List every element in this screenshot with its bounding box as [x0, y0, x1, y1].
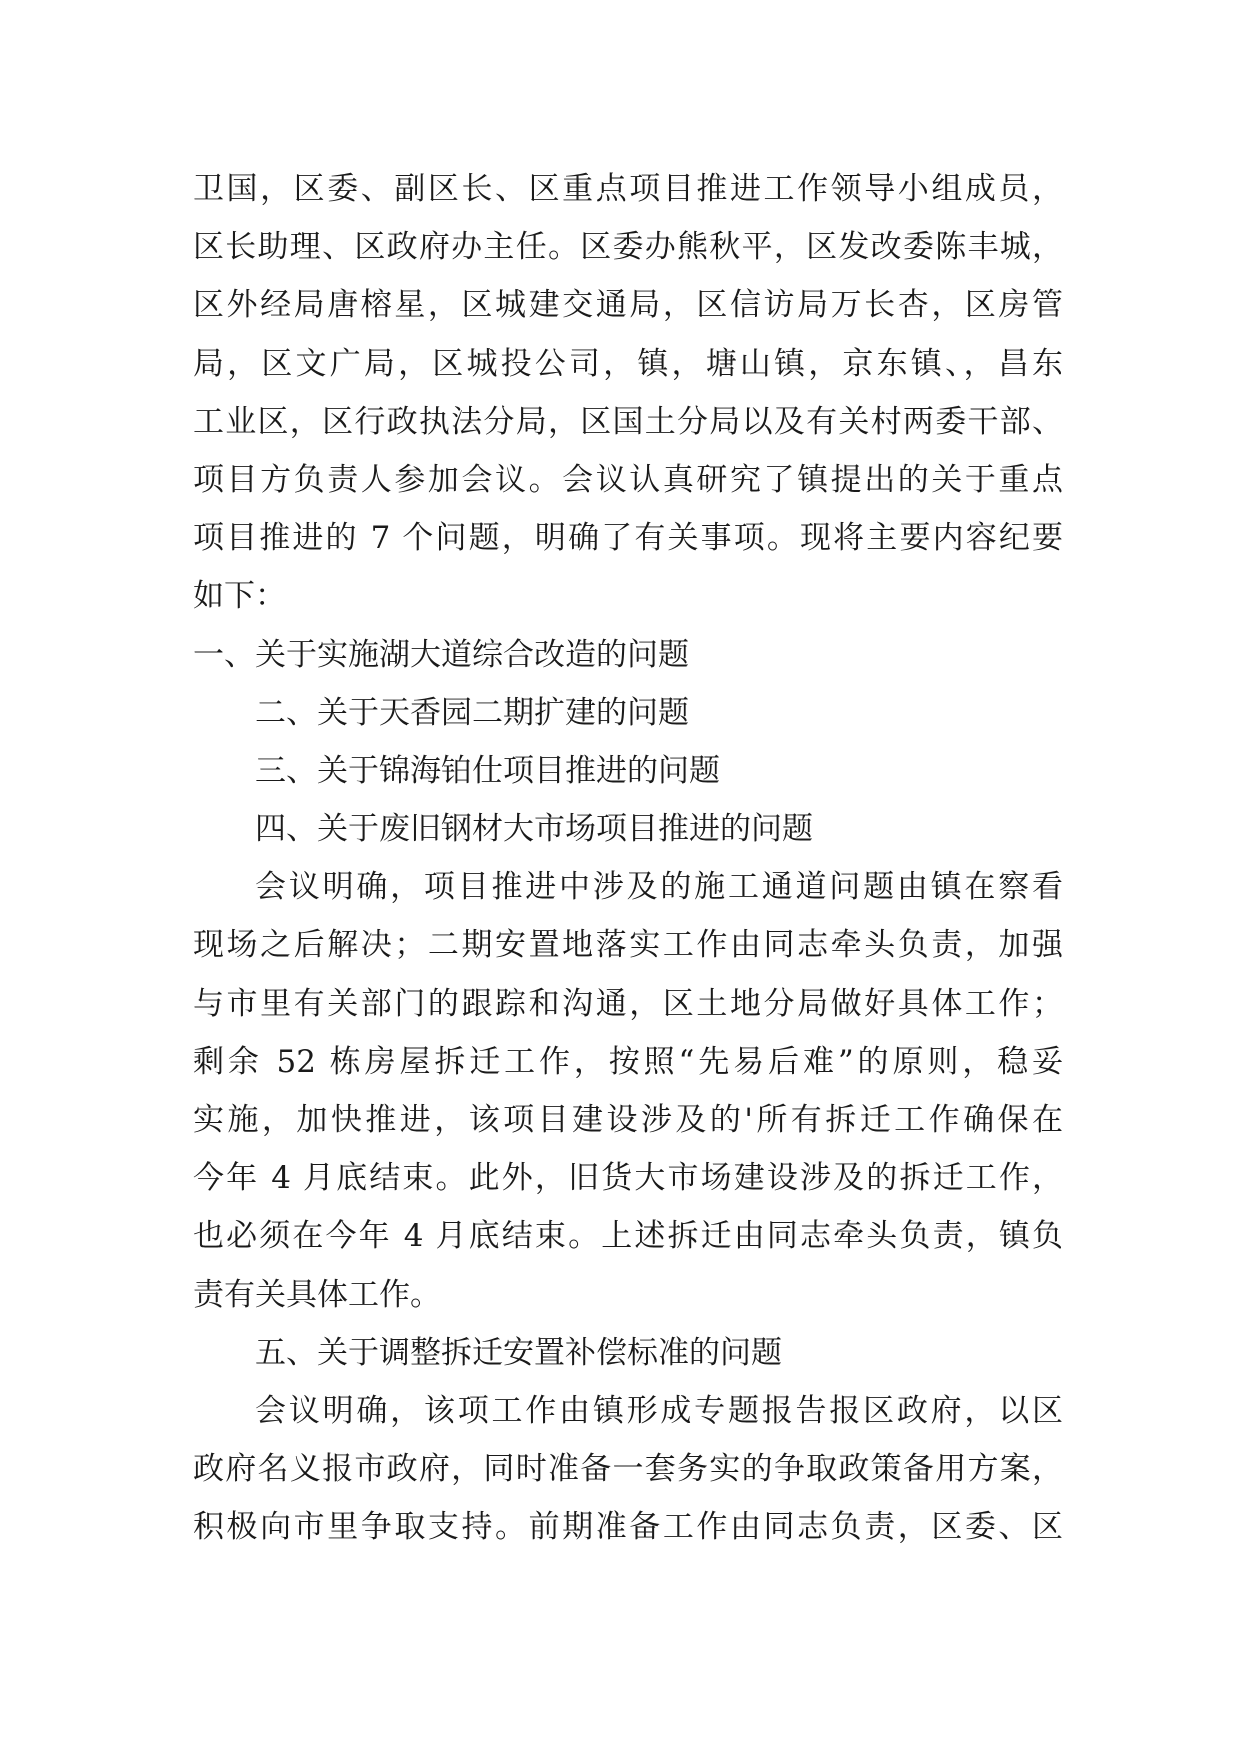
text-line: 现场之后解决；二期安置地落实工作由同志牵头负责，加强 [193, 927, 1063, 964]
text-line: 与市里有关部门的跟踪和沟通，区土地分局做好具体工作； [193, 985, 1063, 1022]
text-line: 项目方负责人参加会议。会议认真研究了镇提出的关于重点 [193, 461, 1063, 498]
text-line: 一、关于实施湖大道综合改造的问题 [193, 636, 689, 673]
text-line: 三、关于锦海铂仕项目推进的问题 [255, 752, 720, 789]
text-line: 如下： [193, 578, 286, 615]
text-line: 局，区文广局，区城投公司，镇，塘山镇，京东镇、，昌东 [193, 345, 1063, 382]
text-line: 责有关具体工作。 [193, 1276, 441, 1313]
text-line: 今年 4 月底结束。此外，旧货大市场建设涉及的拆迁工作， [193, 1160, 1063, 1197]
document-body [193, 160, 1063, 1557]
text-line: 二、关于天香园二期扩建的问题 [255, 694, 689, 731]
text-line: 会议明确，该项工作由镇形成专题报告报区政府，以区 [255, 1392, 1063, 1429]
text-line: 实施，加快推进，该项目建设涉及的'所有拆迁工作确保在 [193, 1102, 1063, 1138]
text-line: 区长助理、区政府办主任。区委办熊秋平，区发改委陈丰城， [193, 229, 1063, 266]
text-line: 积极向市里争取支持。前期准备工作由同志负责，区委、区 [193, 1509, 1063, 1546]
text-line: 区外经局唐榕星，区城建交通局，区信访局万长杏，区房管 [193, 287, 1063, 324]
text-line: 工业区，区行政执法分局，区国土分局以及有关村两委干部、 [193, 403, 1063, 440]
text-line: 五、关于调整拆迁安置补偿标准的问题 [255, 1334, 782, 1371]
text-line: 卫国，区委、副区长、区重点项目推进工作领导小组成员， [193, 171, 1063, 207]
text-line: 四、关于废旧钢材大市场项目推进的问题 [255, 811, 813, 848]
text-line: 剩余 52 栋房屋拆迁工作，按照“先易后难”的原则，稳妥 [193, 1043, 1063, 1080]
text-line: 项目推进的 7 个问题，明确了有关事项。现将主要内容纪要 [193, 520, 1063, 557]
text-line: 也必须在今年 4 月底结束。上述拆迁由同志牵头负责，镇负 [193, 1218, 1063, 1255]
text-line: 政府名义报市政府，同时准备一套务实的争取政策备用方案， [193, 1451, 1063, 1488]
text-line: 会议明确，项目推进中涉及的施工通道问题由镇在察看 [255, 869, 1063, 906]
